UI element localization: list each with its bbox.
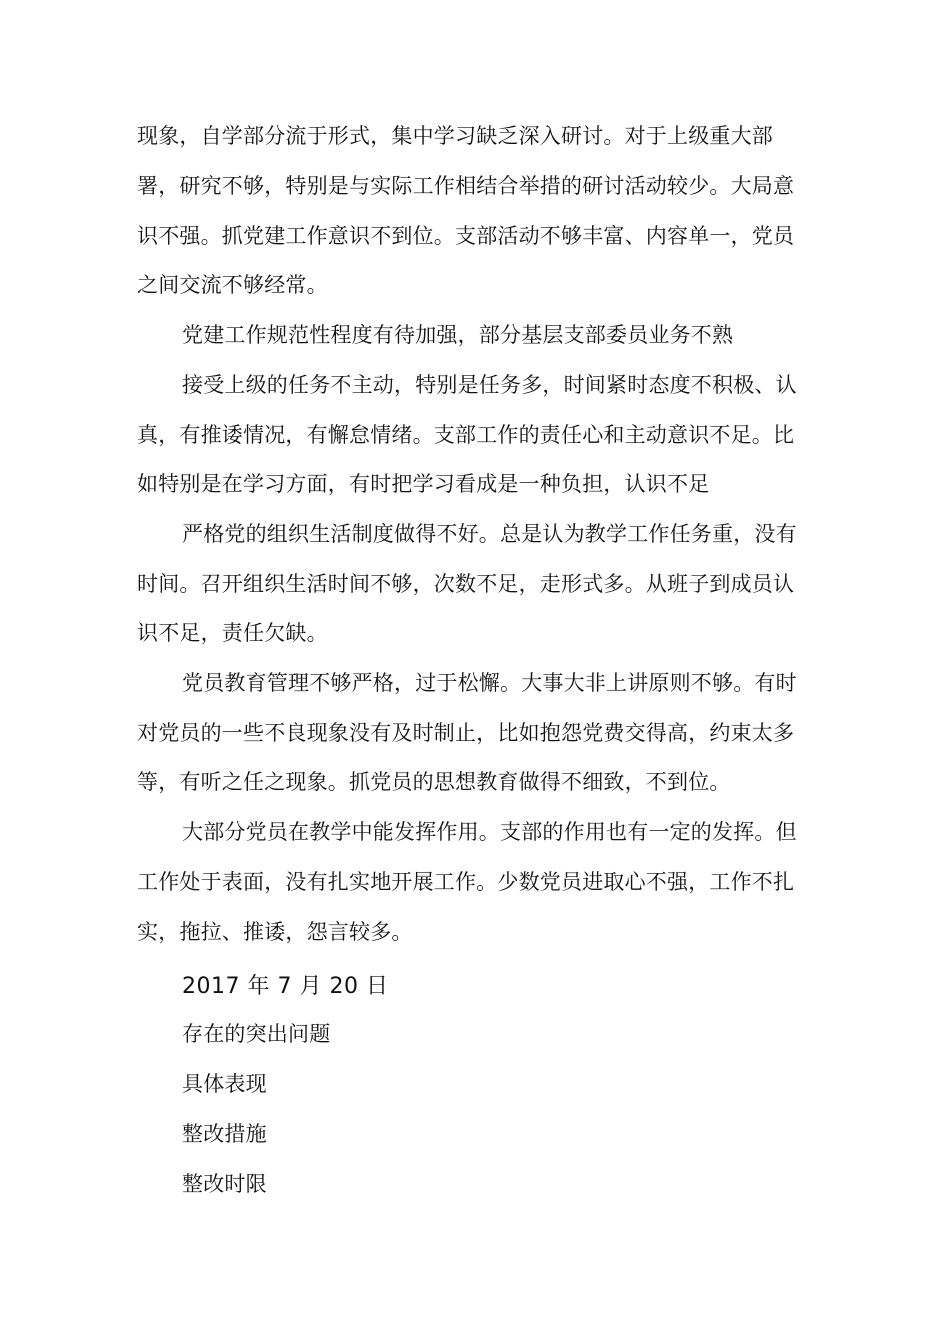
paragraph-line: 如特别是在学习方面，有时把学习看成是一种负担，认识不足 [137, 472, 710, 496]
heading-rectification-measures: 整改措施 [182, 1122, 267, 1146]
paragraph-line: 现象，自学部分流于形式，集中学习缺乏深入研讨。对于上级重大部 [137, 124, 773, 148]
paragraph-line: 署，研究不够，特别是与实际工作相结合举措的研讨活动较少。大局意 [137, 174, 795, 198]
heading-rectification-deadline: 整改时限 [182, 1172, 267, 1196]
paragraph-line: 实，拖拉、推诿，怨言较多。 [137, 920, 413, 944]
paragraph-line: 时间。召开组织生活时间不够，次数不足，走形式多。从班子到成员认 [137, 572, 795, 596]
document-date: 2017 年 7 月 20 日 [182, 974, 389, 999]
paragraph-line: 党员教育管理不够严格，过于松懈。大事大非上讲原则不够。有时 [182, 671, 797, 695]
paragraph-line: 接受上级的任务不主动，特别是任务多，时间紧时态度不积极、认 [182, 373, 797, 397]
heading-specific-manifestations: 具体表现 [182, 1072, 267, 1096]
paragraph-line: 大部分党员在教学中能发挥作用。支部的作用也有一定的发挥。但 [182, 820, 797, 844]
heading-outstanding-issues: 存在的突出问题 [182, 1022, 331, 1046]
paragraph-line: 对党员的一些不良现象没有及时制止，比如抱怨党费交得高，约束太多 [137, 721, 795, 745]
paragraph-line: 工作处于表面，没有扎实地开展工作。少数党员进取心不强，工作不扎 [137, 870, 795, 894]
paragraph-line: 严格党的组织生活制度做得不好。总是认为教学工作任务重，没有 [182, 522, 797, 546]
paragraph-line: 真，有推诿情况，有懈怠情绪。支部工作的责任心和主动意识不足。比 [137, 423, 795, 447]
paragraph-line: 识不强。抓党建工作意识不到位。支部活动不够丰富、内容单一，党员 [137, 224, 795, 248]
paragraph-line: 等，有听之任之现象。抓党员的思想教育做得不细致，不到位。 [137, 770, 731, 794]
paragraph-line: 识不足，责任欠缺。 [137, 621, 328, 645]
paragraph-line: 党建工作规范性程度有待加强，部分基层支部委员业务不熟 [182, 323, 734, 347]
paragraph-line: 之间交流不够经常。 [137, 273, 328, 297]
